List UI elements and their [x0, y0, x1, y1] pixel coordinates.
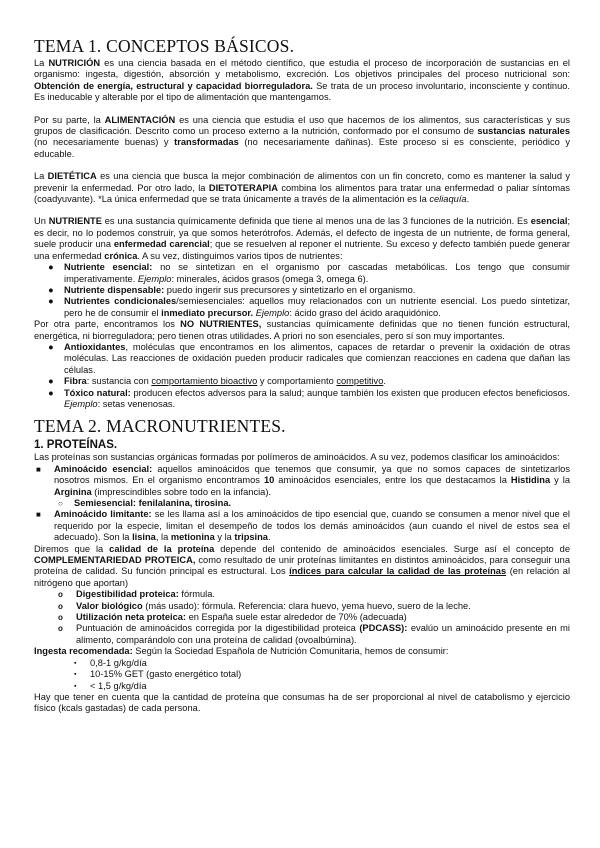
list-item	[34, 589, 570, 600]
bold-text: metionina	[170, 532, 215, 543]
catabolismo-paragraph: Hay que tener en cuenta que la cantidad de proteína que consumas ha de ser proporcional al nivel de catabolismo y ejercicio físico (kcals gastadas) de cada persona.	[34, 691, 570, 714]
list-item	[34, 388, 570, 411]
alimentacion-paragraph: Por su parte, la ALIMENTACIÓN es una ciencia que estudia el uso que hacemos de los alimentos, sus características y sus grupos de clasificación. Descrito como un proceso externo a la nutrición, conformado por el consumo de sustancias naturales (no necesariamente buenas) y transformadas (no necesariamente dañinas). Este proceso si es consciente, periódico y educable.	[34, 114, 570, 159]
aminoacidos-list	[34, 464, 570, 544]
bullet-circle: o	[58, 624, 63, 634]
list-item	[34, 681, 570, 692]
bold-text: NO NUTRIENTES,	[180, 319, 262, 330]
list-item-text: Tóxico natural: producen efectos adversos para la salud; aunque también los existen que producen efectos beneficiosos. Ejemplo: setas venenosas.	[64, 387, 570, 409]
bullet-dot: ●	[48, 387, 54, 398]
bullet-small-square: ▪	[74, 659, 77, 667]
bold-text: ALIMENTACIÓN	[104, 114, 176, 125]
list-item-text: Digestibilidad proteica: fórmula.	[76, 589, 215, 600]
calidad-proteina-paragraph: Diremos que la calidad de la proteína depende del contenido de aminoácidos esenciales. Surge así el concepto de COMPLEMENTARIEDAD PROTEICA, como resultado de unir proteínas limitantes en distintos aminoácidos, para conseguir una proteína de calidad. Su función principal es estructural. Los índices para calcular la calidad de las proteínas (en relación al nitrógeno que aportan)	[34, 543, 571, 588]
ingesta-list	[34, 658, 570, 692]
list-item	[34, 601, 570, 612]
list-item-text: < 1,5 g/kg/día	[90, 680, 147, 691]
list-item-text: Antioxidantes, moléculas que encontramos en los alimentos, capaces de retardar o prevenir la oxidación de otras moléculas. Las reacciones de oxidación pueden producir radicales que comienzan reacciones en cadena que dañan las células.	[64, 341, 570, 375]
bold-text: 10	[263, 475, 275, 486]
bold-text: lisina	[132, 532, 156, 543]
bold-text: Digestibilidad proteica:	[76, 589, 179, 600]
bold-text: Aminoácido esencial:	[54, 463, 153, 474]
dietetica-paragraph: La DIETÉTICA es una ciencia que busca la mejor combinación de alimentos con un fin concreto, como es mantener la salud y prevenir la enfermedad. Por otro lado, la DIETOTERAPIA combina los alimentos para tratar una enfermedad o paliar síntomas (coadyuvante). *La única enfermedad que se trata únicamente a través de la alimentación es la celiaquía.	[34, 171, 570, 205]
tema2-title: TEMA 2. MACRONUTRIENTES.	[34, 416, 286, 437]
list-item-text: Aminoácido esencial: aquellos aminoácidos que tenemos que consumir, ya que no somos capaces de sintetizarlos nosotros mismos. En el organismo encontramos 10 aminoácidos esenciales, entre los que destacamos la Histidina y la Arginina (imprescindibles sobre todo en la infancia).	[54, 463, 570, 497]
bold-underlined-text: índices para calcular la calidad de las proteínas	[289, 566, 507, 577]
bold-text: enfermedad carencial	[113, 239, 210, 250]
bold-text: Tóxico natural:	[64, 387, 131, 398]
list-item	[34, 262, 570, 285]
list-item	[34, 669, 570, 680]
list-item-text: Aminoácido limitante: se les llama así a los aminoácidos de tipo esencial que, cuando se consumen a menor nivel que el requerido por la especie, limitan el desempeño de todos los demás aminoácidos (aun cuando el nivel de estos sea el adecuado). Son la lisina, la metionina y la tripsina.	[54, 509, 571, 543]
italic-text: Ejemplo	[64, 398, 98, 409]
bold-text: inmediato precursor.	[161, 307, 254, 318]
bold-text: DIETÉTICA	[47, 171, 97, 182]
bold-text: Nutrientes condicionales	[64, 296, 177, 307]
bold-text: Ingesta recomendada:	[34, 646, 133, 657]
list-item	[34, 464, 570, 498]
bullet-circle: o	[58, 590, 63, 600]
list-item	[34, 342, 570, 376]
no-nutrientes-list	[34, 342, 570, 410]
bold-text: COMPLEMENTARIEDAD PROTEICA,	[34, 555, 196, 566]
bold-text: Semiesencial: fenilalanina, tirosina.	[74, 498, 232, 508]
bold-text: Valor biológico	[76, 600, 143, 611]
document-page	[34, 36, 570, 715]
italic-text: Ejemplo	[137, 273, 172, 284]
italic-text: celiaquía	[429, 194, 467, 205]
bullet-dot: ●	[48, 376, 54, 387]
bullet-dot: ●	[48, 341, 54, 352]
list-item	[34, 612, 570, 623]
list-item-text: Nutriente dispensable: puedo ingerir sus precursores y sintetizarlo en el organismo.	[64, 284, 416, 295]
indices-list	[34, 589, 570, 646]
bold-text: sustancias naturales	[477, 126, 570, 137]
underlined-text: competitivo	[336, 376, 384, 387]
bold-text: NUTRIENTE	[48, 216, 102, 227]
bold-text: tripsina	[234, 532, 268, 543]
list-item-text: Fibra: sustancia con comportamiento bioactivo y comportamiento competitivo.	[64, 376, 386, 387]
list-item-text: Nutrientes condicionales/semiesenciales: aquellos muy relacionados con un nutriente esencial. Los puedo sintetizar, pero he de consumir el inmediato precursor. Ejemplo: ácido graso del ácido araquidónico.	[64, 296, 571, 318]
bullet-circle: ○	[58, 499, 63, 508]
bullet-circle: o	[58, 613, 63, 623]
bullet-square: ■	[36, 510, 41, 520]
italic-text: Ejemplo	[255, 307, 290, 318]
list-item	[34, 285, 570, 296]
bold-text: Utilización neta proteica:	[76, 612, 187, 623]
bold-text: (PDCASS):	[359, 623, 408, 634]
bold-text: DIETOTERAPIA	[208, 182, 278, 193]
list-item	[34, 658, 570, 669]
nutriente-paragraph: Un NUTRIENTE es una sustancia químicamente definida que tiene al menos una de las 3 funciones de la nutrición. Es esencial; es decir, no lo podemos construir, ya que somos heterótrofos. Además, el defecto de ingesta de un nutriente, de forma general, suele producir una enfermedad carencial; que se resuelven al reponer el nutriente. Su exceso y defecto también puede generar una enfermedad crónica. A su vez, distinguimos varios tipos de nutrientes:	[34, 216, 571, 261]
list-item-text: Utilización neta proteica: en España suele estar alrededor de 70% (adecuada)	[76, 612, 407, 623]
list-item	[34, 296, 570, 319]
bold-text: Nutriente dispensable:	[64, 284, 165, 295]
no-nutrientes-paragraph: Por otra parte, encontramos los NO NUTRIENTES, sustancias químicamente definidas que no tienen función estructural, energética, ni biorreguladora; pero tienen otras utilidades. A priori no son esenciales, pero sí son muy importantes.	[34, 319, 570, 341]
bold-text: Histidina	[510, 475, 551, 486]
bold-text: calidad de la proteína	[109, 543, 215, 554]
bullet-dot: ●	[48, 262, 54, 273]
list-item	[34, 376, 570, 387]
underlined-text: comportamiento bioactivo	[151, 376, 258, 387]
proteinas-paragraph: Las proteínas son sustancias orgánicas formadas por polímeros de aminoácidos. A su vez, podemos clasificar los aminoácidos:	[34, 452, 560, 463]
ingesta-paragraph: Ingesta recomendada: Según la Sociedad Española de Nutrición Comunitaria, hemos de consumir:	[34, 646, 449, 657]
list-item	[34, 498, 570, 509]
bold-text: Aminoácido limitante:	[54, 509, 152, 520]
bullet-small-square: ▪	[74, 671, 77, 679]
list-item-text: Puntuación de aminoácidos corregida por la digestibilidad proteica (PDCASS): evalúo un aminoácido presente en mi alimento, comparándolo con una proteína de calidad (ovoalbúmina).	[76, 623, 570, 645]
bold-text: Obtención de energía, estructural y capacidad biorreguladora.	[34, 80, 313, 91]
list-item-text: 10-15% GET (gasto energético total)	[90, 669, 242, 680]
tema1-title: TEMA 1. CONCEPTOS BÁSICOS.	[34, 36, 295, 56]
nutricion-paragraph: La NUTRICIÓN es una ciencia basada en el método científico, que estudia el proceso de incorporación de sustancias en el organismo: ingesta, digestión, absorción y metabolismo, excreción. Los objetivos principales del proceso nutricional son: Obtención de energía, estructural y capacidad biorreguladora. Se trata de un proceso involuntario, inconsciente y continuo. Es ineducable y alterable por el tipo de alimentación que mantengamos.	[34, 58, 570, 103]
tipos-nutrientes-list	[34, 262, 570, 319]
list-item-text: 0,8-1 g/kg/día	[90, 657, 147, 668]
list-item-text	[74, 498, 231, 508]
bullet-circle: o	[58, 601, 63, 611]
bold-text: Fibra	[64, 376, 87, 387]
bullet-small-square: ▪	[74, 682, 77, 690]
list-item	[34, 623, 570, 646]
list-item	[34, 509, 570, 543]
bullet-square: ■	[36, 464, 41, 474]
bold-text: Arginina	[54, 486, 92, 497]
bold-text: crónica	[104, 250, 138, 261]
bold-text: esencial	[530, 216, 568, 227]
proteinas-heading: 1. PROTEÍNAS.	[34, 439, 118, 452]
list-item-text: Valor biológico (más usado): fórmula. Referencia: clara huevo, yema huevo, suero de la leche.	[76, 600, 471, 611]
bold-text: Nutriente esencial:	[64, 262, 153, 273]
bold-text: Antioxidantes	[64, 341, 126, 352]
bullet-dot: ●	[48, 284, 54, 295]
bold-text: transformadas	[174, 137, 239, 148]
list-item-text: Nutriente esencial: no se sintetizan en el organismo por cascadas metabólicas. Los tengo que consumir imperativamente. Ejemplo: minerales, ácidos grasos (omega 3, omega 6).	[64, 262, 570, 284]
bold-text: NUTRICIÓN	[48, 58, 101, 68]
bullet-dot: ●	[48, 296, 54, 307]
